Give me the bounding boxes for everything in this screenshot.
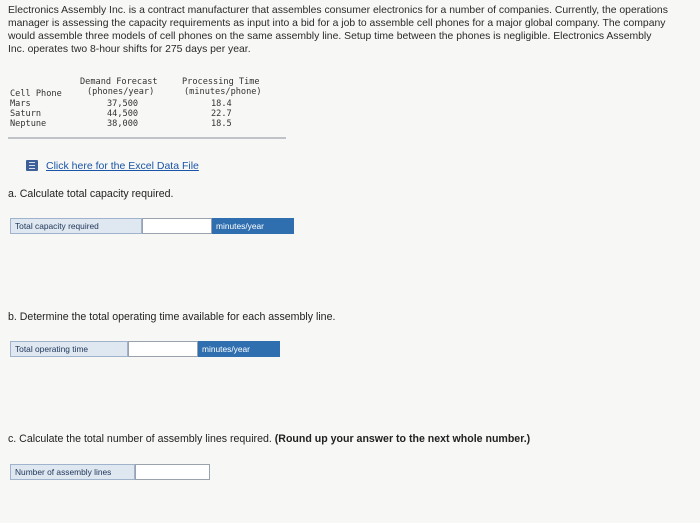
total-operating-time-input[interactable] bbox=[128, 341, 198, 357]
assembly-lines-label: Number of assembly lines bbox=[10, 464, 135, 480]
row-time: 18.4 bbox=[211, 99, 232, 109]
question-b: b. Determine the total operating time available for each assembly line. bbox=[8, 311, 336, 323]
row-time: 22.7 bbox=[211, 109, 232, 119]
row-time: 18.5 bbox=[211, 119, 232, 129]
row-demand: 38,000 bbox=[107, 119, 139, 129]
row-phone: Saturn bbox=[10, 109, 42, 119]
time-header-1: Processing Time bbox=[182, 77, 260, 87]
total-operating-time-unit: minutes/year bbox=[198, 341, 280, 357]
question-c bbox=[8, 433, 530, 445]
question-c-round-note: (Round up your answer to the next whole number.) bbox=[274, 433, 531, 445]
question-c-text: c. Calculate the total number of assembly lines required. bbox=[8, 433, 272, 445]
assembly-lines-input[interactable] bbox=[135, 464, 210, 480]
total-capacity-unit: minutes/year bbox=[212, 218, 294, 234]
total-capacity-input[interactable] bbox=[142, 218, 212, 234]
row-phone: Mars bbox=[10, 99, 31, 109]
row-demand: 44,500 bbox=[107, 109, 139, 119]
total-capacity-label: Total capacity required bbox=[10, 218, 142, 234]
excel-data-file-link[interactable]: Click here for the Excel Data File bbox=[46, 160, 199, 172]
answer-row-c bbox=[10, 464, 210, 480]
row-demand: 37,500 bbox=[107, 99, 139, 109]
answer-row-b bbox=[10, 341, 280, 357]
question-a: a. Calculate total capacity required. bbox=[8, 188, 174, 200]
demand-header-2: (phones/year) bbox=[87, 87, 155, 97]
row-phone: Neptune bbox=[10, 119, 47, 129]
problem-intro: Electronics Assembly Inc. is a contract manufacturer that assembles consumer electronics for a number of companies. Currently, the operations manager is assessing the capacity requirements as input into a bid for a job to assemble cell phones for a major global company. The company would assemble three models of cell phones on the same assembly line. Setup time between the phones is negligible. Electronics Assembly Inc. operates two 8-hour shifts for 275 days per year. bbox=[8, 5, 668, 55]
phone-header: Cell Phone bbox=[10, 89, 62, 99]
time-header-2: (minutes/phone) bbox=[184, 87, 262, 97]
spreadsheet-icon[interactable] bbox=[26, 160, 38, 171]
demand-header-1: Demand Forecast bbox=[80, 77, 158, 87]
total-operating-time-label: Total operating time bbox=[10, 341, 128, 357]
answer-row-a bbox=[10, 218, 294, 234]
data-table bbox=[8, 75, 286, 139]
